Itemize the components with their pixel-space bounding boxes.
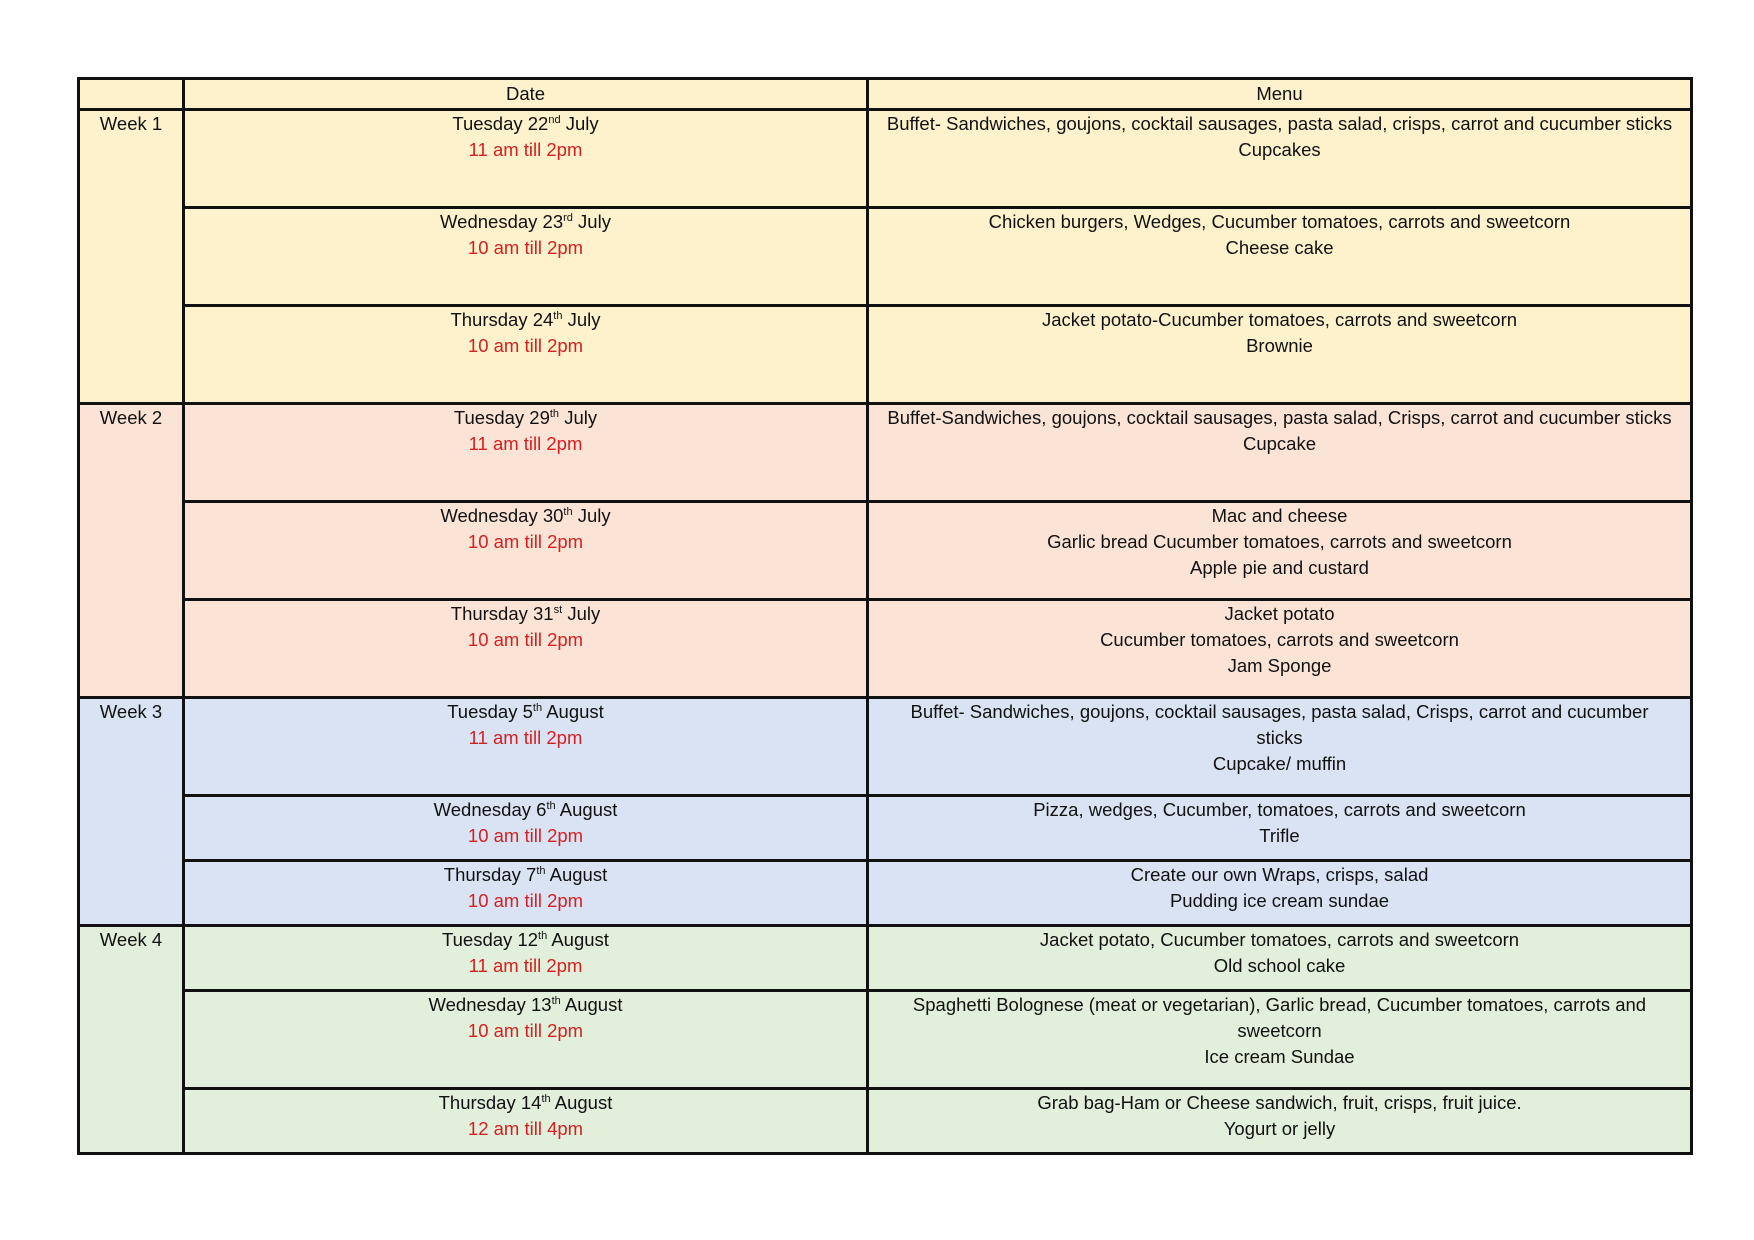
menu-line: Mac and cheese <box>1211 505 1348 526</box>
menu-cell <box>868 208 1692 306</box>
menu-line: Cheese cake <box>1225 237 1334 258</box>
menu-cell <box>868 861 1692 926</box>
week-label: Week 1 <box>79 110 184 404</box>
date-cell <box>184 861 868 926</box>
date-cell <box>184 306 868 404</box>
time-range: 12 am till 4pm <box>467 1118 584 1139</box>
table-row <box>79 926 1692 991</box>
menu-line: Brownie <box>1246 335 1313 356</box>
date-cell <box>184 926 868 991</box>
week-label: Week 2 <box>79 404 184 698</box>
menu-cell <box>868 926 1692 991</box>
time-range: 10 am till 2pm <box>467 629 584 650</box>
date-line: Tuesday 22nd July <box>452 113 599 134</box>
date-cell <box>184 404 868 502</box>
table-row <box>79 404 1692 502</box>
date-cell <box>184 502 868 600</box>
menu-line: Cupcake <box>1242 433 1316 454</box>
menu-cell <box>868 1089 1692 1154</box>
week-label: Week 3 <box>79 698 184 926</box>
header-menu: Menu <box>868 79 1692 110</box>
menu-line: Jacket potato <box>1224 603 1335 624</box>
menu-line: Cupcakes <box>1238 139 1321 160</box>
menu-cell <box>868 110 1692 208</box>
date-line: Tuesday 29th July <box>453 407 598 428</box>
header-row <box>79 79 1692 110</box>
menu-cell <box>868 404 1692 502</box>
time-range: 10 am till 2pm <box>467 825 584 846</box>
menu-line: Buffet- Sandwiches, goujons, cocktail sausages, pasta salad, crisps, carrot and cucumber sticks <box>886 113 1673 134</box>
table-row <box>79 600 1692 698</box>
table-row <box>79 796 1692 861</box>
menu-line: Spaghetti Bolognese (meat or vegetarian), Garlic bread, Cucumber tomatoes, carrots and sweetcorn <box>912 994 1647 1041</box>
date-line: Wednesday 6th August <box>433 799 618 820</box>
week-label: Week 4 <box>79 926 184 1154</box>
menu-line: Pizza, wedges, Cucumber, tomatoes, carrots and sweetcorn <box>1033 799 1526 820</box>
menu-cell <box>868 600 1692 698</box>
menu-cell <box>868 502 1692 600</box>
table-row <box>79 861 1692 926</box>
menu-line: Create our own Wraps, crisps, salad <box>1130 864 1429 885</box>
date-cell <box>184 698 868 796</box>
time-range: 10 am till 2pm <box>467 237 584 258</box>
date-cell <box>184 110 868 208</box>
date-line: Tuesday 5th August <box>447 701 604 722</box>
menu-cell <box>868 991 1692 1089</box>
date-cell <box>184 991 868 1089</box>
menu-line: Cupcake/ muffin <box>1212 753 1347 774</box>
menu-line: Buffet-Sandwiches, goujons, cocktail sausages, pasta salad, Crisps, carrot and cucumber sticks <box>887 407 1672 428</box>
time-range: 10 am till 2pm <box>467 335 584 356</box>
menu-line: Pudding ice cream sundae <box>1169 890 1390 911</box>
table-row <box>79 698 1692 796</box>
menu-line: Garlic bread Cucumber tomatoes, carrots and sweetcorn <box>1047 531 1512 552</box>
date-line: Wednesday 30th July <box>440 505 611 526</box>
table-row <box>79 991 1692 1089</box>
date-cell <box>184 600 868 698</box>
menu-line: Old school cake <box>1213 955 1346 976</box>
date-line: Thursday 14th August <box>438 1092 613 1113</box>
menu-line: Jacket potato, Cucumber tomatoes, carrots and sweetcorn <box>1039 929 1520 950</box>
menu-line: Jacket potato-Cucumber tomatoes, carrots and sweetcorn <box>1041 309 1518 330</box>
time-range: 11 am till 2pm <box>468 433 583 454</box>
time-range: 10 am till 2pm <box>467 531 584 552</box>
table-row <box>79 306 1692 404</box>
table-row <box>79 110 1692 208</box>
date-line: Thursday 24th July <box>450 309 601 330</box>
menu-line: Trifle <box>1259 825 1300 846</box>
header-date: Date <box>184 79 868 110</box>
time-range: 11 am till 2pm <box>468 727 583 748</box>
menu-line: Chicken burgers, Wedges, Cucumber tomatoes, carrots and sweetcorn <box>988 211 1571 232</box>
date-line: Wednesday 23rd July <box>440 211 611 232</box>
menu-line: Jam Sponge <box>1227 655 1332 676</box>
menu-line: Buffet- Sandwiches, goujons, cocktail sausages, pasta salad, Crisps, carrot and cucumber sticks <box>910 701 1649 748</box>
date-line: Thursday 31st July <box>450 603 601 624</box>
menu-line: Grab bag-Ham or Cheese sandwich, fruit, crisps, fruit juice. <box>1037 1092 1522 1113</box>
menu-cell <box>868 796 1692 861</box>
menu-line: Cucumber tomatoes, carrots and sweetcorn <box>1100 629 1459 650</box>
header-corner-cell <box>79 79 184 110</box>
menu-cell <box>868 698 1692 796</box>
time-range: 10 am till 2pm <box>467 890 584 911</box>
table-row <box>79 502 1692 600</box>
menu-cell <box>868 306 1692 404</box>
date-line: Tuesday 12th August <box>442 929 609 950</box>
date-cell <box>184 796 868 861</box>
menu-table <box>77 77 1693 1155</box>
date-line: Thursday 7th August <box>443 864 608 885</box>
date-line: Wednesday 13th August <box>428 994 623 1015</box>
menu-line: Yogurt or jelly <box>1223 1118 1336 1139</box>
table-row <box>79 208 1692 306</box>
time-range: 11 am till 2pm <box>468 139 583 160</box>
date-cell <box>184 1089 868 1154</box>
menu-line: Apple pie and custard <box>1190 557 1369 578</box>
date-cell <box>184 208 868 306</box>
table-row <box>79 1089 1692 1154</box>
time-range: 11 am till 2pm <box>468 955 583 976</box>
menu-line: Ice cream Sundae <box>1204 1046 1355 1067</box>
time-range: 10 am till 2pm <box>467 1020 584 1041</box>
